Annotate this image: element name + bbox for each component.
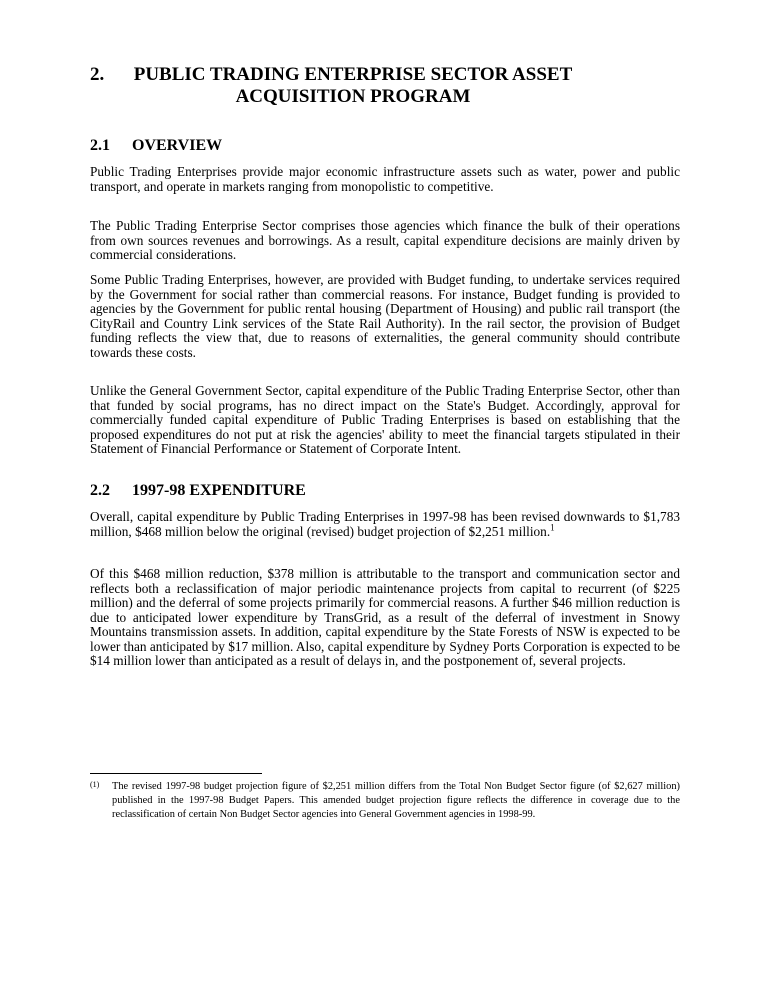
footnote-text: The revised 1997-98 budget projection figure of $2,251 million differs from the Total Non Budget Sector figure (of $2,627 million) published in the 1997-98 Budget Papers. This amended budget projection figure reflects the difference in coverage due to the reclassification of certain Non Budget Sector agencies into General Government agencies in 1998-99. xyxy=(112,781,680,820)
paragraph: Of this $468 million reduction, $378 million is attributable to the transport and communication sector and reflects both a reclassification of major periodic maintenance projects from capital to recurrent (of $225 million) and the deferral of some projects primarily for commercial reasons. A further $46 million reduction is due to anticipated lower expenditure by TransGrid, as a result of the deferral of investment in Snowy Mountains transmission assets. In addition, capital expenditure by the State Forests of NSW is expected to be lower than anticipated by $17 million. Also, capital expenditure by Sydney Ports Corporation is expected to be $14 million lower than anticipated as a result of delays in, and the postponement of, several projects. xyxy=(90,566,680,668)
paragraph: The Public Trading Enterprise Sector comprises those agencies which finance the bulk of their operations from own sources revenues and borrowings. As a result, capital expenditure decisions are mainly driven by commercial considerations. xyxy=(90,218,680,262)
paragraph: Unlike the General Government Sector, capital expenditure of the Public Trading Enterprise Sector, other than that funded by social programs, has no direct impact on the State's Budget. Accordingly, approval for commercially funded capital expenditure of Public Trading Enterprises is based on establishing that the proposed expenditures do not put at risk the agencies' ability to meet the financial targets stipulated in their Statement of Financial Performance or Statement of Corporate Intent. xyxy=(90,383,680,456)
footnote-marker: (1) xyxy=(90,780,100,789)
footnote-reference: 1 xyxy=(550,522,555,533)
section-title: OVERVIEW xyxy=(132,137,223,154)
footnote-divider xyxy=(90,773,262,774)
section-title: 1997-98 EXPENDITURE xyxy=(132,482,306,499)
section-number: 2.2 xyxy=(90,482,110,499)
paragraph: Some Public Trading Enterprises, however, are provided with Budget funding, to undertake services required by the Government for social rather than commercial reasons. For instance, Budget funding is provided to agencies by the Government for public rental housing (Department of Housing) and public rail transport (the CityRail and Country Link services of the State Rail Authority). In the rail sector, the provision of Budget funding reflects the view that, due to reasons of externalities, the general community should contribute towards these costs. xyxy=(90,272,680,360)
chapter-number: 2. xyxy=(90,64,105,85)
paragraph-text: Overall, capital expenditure by Public Trading Enterprises in 1997-98 has been revised downwards to $1,783 million, $468 million below the original (revised) budget projection of $2,251 million. xyxy=(90,509,680,539)
section-number: 2.1 xyxy=(90,137,110,154)
paragraph: Public Trading Enterprises provide major economic infrastructure assets such as water, power and public transport, and operate in markets ranging from monopolistic to competitive. xyxy=(90,164,680,194)
paragraph xyxy=(90,510,680,539)
chapter-title: PUBLIC TRADING ENTERPRISE SECTOR ASSET ACQUISITION PROGRAM xyxy=(133,64,573,107)
